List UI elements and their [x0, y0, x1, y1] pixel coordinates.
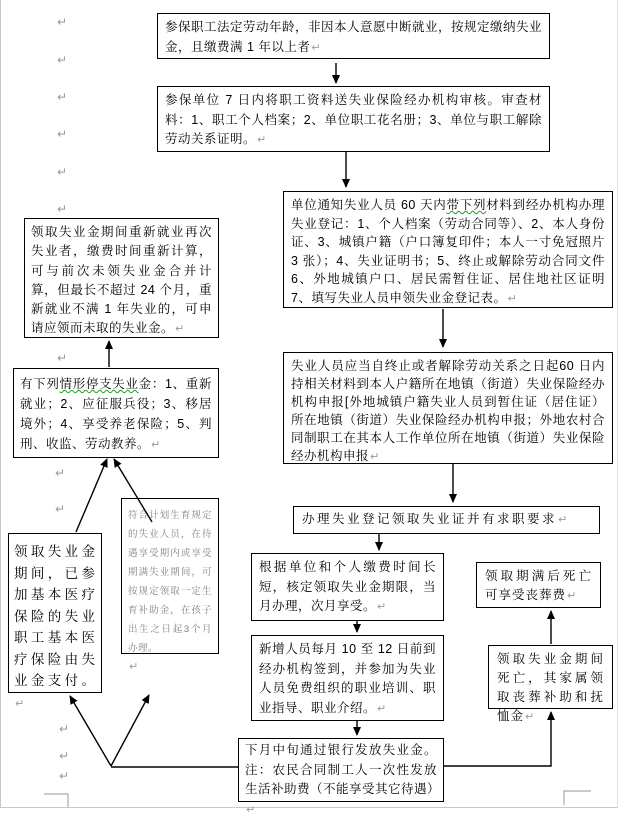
- flow-box-monthly-signin-training: [251, 635, 444, 721]
- box-text: 金：1、重新就业；2、应征服兵役；3、移居境外；4、享受养老保险；5、判刑、收监、劳动教养。: [20, 377, 212, 451]
- paragraph-return-mark: ↵: [175, 323, 185, 336]
- flow-box-unemployment-registration-materials: [283, 191, 613, 308]
- box-text: 领取期满后死亡可享受丧葬费: [485, 569, 592, 602]
- box-text: 办理失业登记领取失业证并有求职要求: [302, 512, 558, 526]
- paragraph-return-mark: ↵: [57, 351, 68, 365]
- paragraph-return-mark: ↵: [57, 165, 68, 179]
- box-text: 失业人员应当自终止或者解除劳动关系之日起60 日内持相关材料到本人户籍所在地镇（街道）失业保险经办机构申报[外地城镇户籍失业人员到暂住证（居住证）所在地镇（街道）失业保险经办机构申报；外地农村合同制职工在其本人工作单位所在地镇（街道）失业保险经办机构申报: [291, 359, 605, 463]
- paragraph-return-mark: ↵: [370, 451, 380, 463]
- arrow-connector-to-l3: [70, 696, 111, 766]
- box-text: 领取失业金期间，已参加基本医疗保险的失业职工基本医疗保险由失业金支付。: [14, 544, 96, 688]
- paragraph-return-mark: ↵: [57, 127, 68, 141]
- box-text: 下月中旬通过银行发放失业金。注：农民合同制工人一次性发放生活补助费（不能享受其它待遇）: [245, 743, 441, 796]
- paragraph-return-mark: ↵: [507, 292, 517, 305]
- note-text: 符合计划生育规定的失业人员，在待遇享受期内或享受期满失业期间，可按规定领取一定生育补助金，在孩子出生之日起3个月办理。: [128, 510, 212, 654]
- flow-box-bank-payment: [238, 738, 444, 816]
- paragraph-return-mark: ↵: [129, 661, 139, 673]
- flow-box-death-after-expiry-funeral: [476, 562, 601, 608]
- flow-box-determine-benefit-period: [251, 553, 444, 621]
- box-text: 领取失业金期间死亡，其家属领取丧葬补助和抚恤金: [497, 652, 604, 723]
- box-text: 材料到经办机构办理失业登记：1、个人档案（劳动合同等）、2、本人身份证、3、城镇户籍（户口簿复印件；本人一寸免冠照片 3 张）；4、失业证明书；5、终止或解除劳动合同文件 6、外地城镇户口、居民需暂住证、居住地社区证明 7、填写失业人员申领失业金登记表。: [291, 198, 605, 305]
- paragraph-return-mark: ↵: [15, 697, 25, 710]
- box-text: 参保单位 7 日内将职工资料送失业保险经办机构审核。审查材料：1、职工个人档案；2、单位职工花名册；3、单位与职工解除劳动关系证明。: [165, 93, 542, 146]
- paragraph-return-mark: ↵: [257, 134, 267, 146]
- box-text: 新增人员每月 10 至 12 日前到经办机构签到，并参加为失业人员免费组织的职业培训、职业指导、职业介绍。: [259, 642, 436, 715]
- box-text: 有下列: [20, 377, 60, 391]
- paragraph-return-mark: ↵: [57, 53, 68, 67]
- paragraph-return-mark: ↵: [311, 41, 321, 54]
- box-text: 参保职工法定劳动年龄，非因本人意愿中断就业，按规定缴纳失业金，且缴费满 1 年以上者: [165, 20, 543, 54]
- paragraph-return-mark: ↵: [57, 15, 68, 29]
- paragraph-return-mark: ↵: [246, 803, 256, 816]
- flow-box-stop-benefit-conditions: [13, 368, 219, 458]
- arrow-connector-to-note: [111, 695, 149, 766]
- paragraph-return-mark: ↵: [525, 711, 535, 723]
- flow-box-declare-within-60-days: [283, 352, 613, 464]
- flow-box-reemployed-again-unemployed: [24, 218, 219, 338]
- flow-box-employer-submit-materials: [157, 86, 550, 152]
- box-text: 根据单位和个人缴费时间长短，核定领取失业金期限，当月办理，次月享受。: [259, 560, 436, 613]
- flow-box-death-during-benefit: [488, 645, 613, 723]
- paragraph-return-mark: ↵: [558, 514, 568, 526]
- paragraph-return-mark: ↵: [59, 749, 70, 763]
- flow-box-medical-insurance-paid: [8, 533, 102, 710]
- paragraph-return-mark: ↵: [567, 590, 577, 602]
- paragraph-return-mark: ↵: [377, 601, 387, 613]
- paragraph-return-mark: ↵: [59, 722, 70, 736]
- spellcheck-wavy-segment: 情形停支失业: [59, 377, 139, 391]
- box-text: 领取失业金期间重新就业再次失业者，缴费时间重新计算，可与前次未领失业金合并计算，但最长不超过 24 个月，重新就业不满 1 年失业的，可申请应领而未取的失业金。: [31, 225, 212, 336]
- paragraph-return-mark: ↵: [151, 439, 161, 451]
- flow-note-birth-subsidy: [121, 498, 219, 673]
- paragraph-return-mark: ↵: [55, 466, 66, 480]
- paragraph-return-mark: ↵: [57, 90, 68, 104]
- flow-box-insured-worker-condition: [157, 13, 550, 59]
- arrow-l3-to-l2: [76, 459, 107, 532]
- paragraph-return-mark: ↵: [59, 769, 70, 783]
- text-boundary-corner-bottom-right: [564, 791, 591, 805]
- box-text: 单位通知失业人员 60 天内: [291, 198, 447, 212]
- paragraph-return-mark: ↵: [57, 202, 68, 216]
- paragraph-return-mark: ↵: [377, 702, 387, 715]
- flow-box-register-get-certificate: [293, 506, 600, 534]
- text-boundary-corner-bottom-left: [44, 794, 68, 807]
- paragraph-return-mark: ↵: [55, 502, 66, 516]
- spellcheck-wavy-segment: 带下列: [446, 198, 487, 212]
